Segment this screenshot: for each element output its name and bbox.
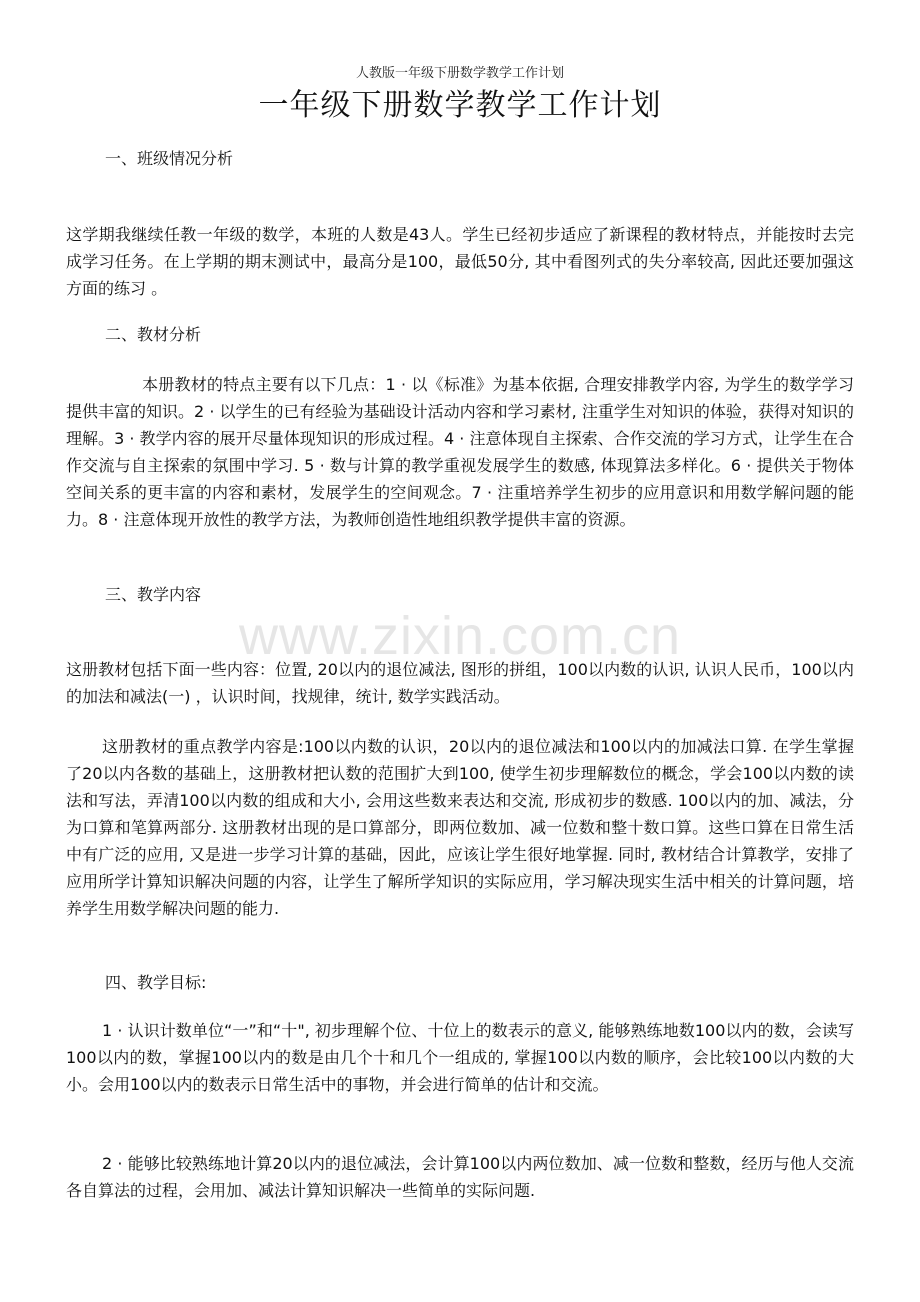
paragraph-teaching-content: 这册教材包括下面一些内容：位置, 20以内的退位减法, 图形的拼组，100以内数的认识, 认识人民币，100以内的加法和减法(一) ，认识时间，找规律，统计, 数学实践活动。 xyxy=(66,660,854,706)
paragraph-teaching-focus: 这册教材的重点教学内容是:100以内数的认识，20以内的退位减法和100以内的加减法口算. 在学生掌握了20以内各数的基础上，这册教材把认数的范围扩大到100, 使学生初步理解数位的概念，学会100以内数的读法和写法，弄清100以内数的组成和大小, 会用这些数来表达和交流, 形成初步的数感. 100以内的加、减法，分为口算和笔算两部分. 这册教材出现的是口算部分，即两位数加、减一位数和整十数口算。这些口算在日常生活中有广泛的应用, 又是进一步学习计算的基础，因此，应该让学生很好地掌握. 同时, 教材结合计算教学，安排了应用所学计算知识解决问题的内容，让学生了解所学知识的实际应用，学习解决现实生活中相关的计算问题，培养学生用数学解决问题的能力. xyxy=(66,737,854,918)
page-title: 一年级下册数学教学工作计划 xyxy=(258,88,662,123)
section-heading-teaching-content: 三、教学内容 xyxy=(105,585,202,604)
section-heading-teaching-goals: 四、教学目标: xyxy=(105,973,207,992)
section-heading-textbook-analysis: 二、教材分析 xyxy=(105,325,202,344)
watermark: www.zixin.com.cn xyxy=(238,606,682,666)
running-title: 人教版一年级下册数学教学工作计划 xyxy=(355,66,564,81)
paragraph-goal-1: 1 · 认识计数单位“一”和“十", 初步理解个位、十位上的数表示的意义, 能够熟练地数100以内的数，会读写100以内的数，掌握100以内的数是由几个十和几个一组成的, 掌握100以内数的顺序，会比较100以内数的大小。会用100以内的数表示日常生活中的事物，并会进行简单的估计和交流。 xyxy=(66,1021,854,1094)
paragraph-class-analysis: 这学期我继续任教一年级的数学，本班的人数是43人。学生已经初步适应了新课程的教材特点，并能按时去完成学习任务。在上学期的期末测试中，最高分是100，最低50分, 其中看图列式的失分率较高, 因此还要加强这方面的练习 。 xyxy=(66,225,854,298)
section-heading-class-analysis: 一、班级情况分析 xyxy=(105,149,234,168)
paragraph-goal-2: 2 · 能够比较熟练地计算20以内的退位减法，会计算100以内两位数加、减一位数和整数，经历与他人交流各自算法的过程，会用加、减法计算知识解决一些简单的实际问题. xyxy=(66,1154,854,1200)
paragraph-textbook-analysis: 本册教材的特点主要有以下几点：1 · 以《标准》为基本依据, 合理安排教学内容, 为学生的数学学习提供丰富的知识。2 · 以学生的已有经验为基础设计活动内容和学习素材, 注重学生对知识的体验，获得对知识的理解。3 · 教学内容的展开尽量体现知识的形成过程。4 · 注意体现自主探索、合作交流的学习方式，让学生在合作交流与自主探索的氛围中学习. 5 · 数与计算的教学重视发展学生的数感, 体现算法多样化。6 · 提供关于物体空间关系的更丰富的内容和素材，发展学生的空间观念。7 · 注重培养学生初步的应用意识和用数学解问题的能力。8 · 注意体现开放性的教学方法，为教师创造性地组织教学提供丰富的资源。 xyxy=(66,375,854,529)
